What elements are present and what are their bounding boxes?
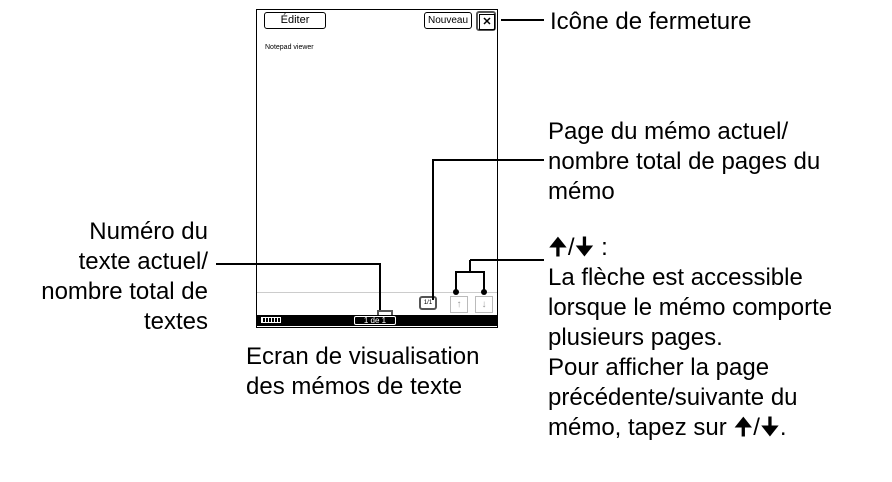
- screen-caption: Ecran de visualisation des mémos de texte: [246, 343, 480, 400]
- page-counter: 1/1: [419, 296, 437, 310]
- arrows-label: 🠉/🠋 : La flèche est accessible lorsque le mémo comporte plusieurs pages. Pour afficher la page précédente/suivante du mémo, tapez sur 🠉/🠋.: [548, 234, 833, 441]
- edit-button[interactable]: Éditer: [264, 12, 326, 29]
- text-number-label: Numéro du texte actuel/ nombre total de textes: [41, 218, 208, 335]
- page-down-button[interactable]: ↓: [475, 296, 493, 313]
- text-number-leader: [216, 264, 380, 310]
- arrows-symbol: 🠉/🠋 :: [548, 234, 608, 261]
- app-title: Notepad viewer: [265, 44, 314, 51]
- close-icon: ✕: [479, 14, 495, 30]
- arrows-leader: [456, 272, 484, 292]
- close-icon-label: Icône de fermeture: [550, 8, 752, 35]
- new-button[interactable]: Nouveau: [424, 12, 472, 29]
- page-counter-leader: [433, 160, 544, 300]
- page-up-button[interactable]: ↑: [450, 296, 468, 313]
- page-memo-label: Page du mémo actuel/ nombre total de pages du mémo: [548, 118, 821, 205]
- text-counter: 1 de 1: [354, 316, 396, 325]
